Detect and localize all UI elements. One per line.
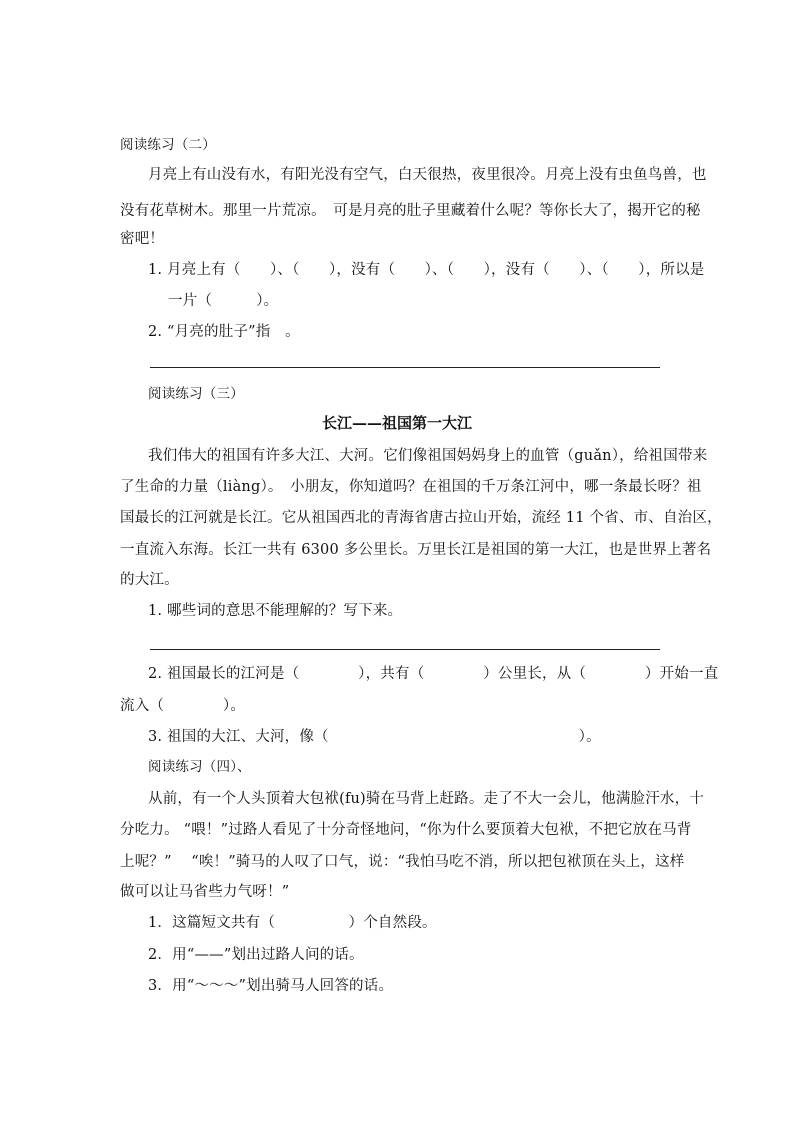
exercise-4-paragraph-line: 做可以让马省些力气呀！”: [120, 884, 290, 900]
exercise-2-paragraph-line: 月亮上有山没有水，有阳光没有空气，白天很热，夜里很冷。月亮上没有虫鱼鸟兽，也: [148, 167, 707, 183]
exercise-3-question-2: 2. 祖国最长的江河是（ ），共有（ ）公里长，从（ ）开始一直: [148, 666, 719, 682]
exercise-4-paragraph-line: 从前，有一个人头顶着大包袱(fu)骑在马背上赶路。走了不大一会儿，他满脸汗水，十: [148, 791, 705, 807]
exercise-4-paragraph-line: 分吃力。 “喂！”过路人看见了十分奇怪地问，“你为什么要顶着大包袱，不把它放在马背: [120, 822, 692, 838]
exercise-3-paragraph-line: 我们伟大的祖国有许多大江、大河。它们像祖国妈妈身上的血管（guǎn），给祖国带来: [148, 448, 708, 464]
exercise-3-heading: 阅读练习（三）: [148, 386, 244, 402]
exercise-3-paragraph-line: 国最长的江河就是长江。它从祖国西北的青海省唐古拉山开始，流经 11 个省、市、自治区，: [120, 510, 722, 526]
exercise-3-paragraph-line: 的大江。: [120, 572, 179, 588]
exercise-4-question-1: 1．这篇短文共有（ ）个自然段。: [148, 915, 437, 931]
exercise-3-question-1: 1. 哪些词的意思不能理解的？写下来。: [148, 603, 403, 619]
exercise-2-question-1-cont: 一片（ ）。: [168, 293, 279, 309]
exercise-3-question-2-cont: 流入（ ）。: [120, 698, 246, 714]
exercise-2-question-1: 1. 月亮上有（ ）、（ ），没有（ ）、（ ），没有（ ）、（ ），所以是: [148, 262, 705, 278]
exercise-4-question-3: 3．用“～～～”划出骑马人回答的话。: [148, 978, 394, 994]
exercise-4-question-2: 2．用“——”划出过路人问的话。: [148, 947, 364, 963]
exercise-3-paragraph-line: 了生命的力量（liàng）。 小朋友，你知道吗？在祖国的千万条江河中，哪一条最长呀？祖: [120, 479, 702, 495]
exercise-2-paragraph-line: 没有花草树木。那里一片荒凉。 可是月亮的肚子里藏着什么呢？等你长大了，揭开它的秘: [120, 203, 701, 219]
answer-line: [150, 649, 660, 650]
passage-title: 长江——祖国第一大江: [321, 414, 472, 432]
exercise-3-question-3: 3. 祖国的大江、大河，像（ ）。: [148, 729, 601, 745]
exercise-4-heading: 阅读练习（四）、: [148, 759, 251, 775]
answer-line: [150, 367, 660, 368]
exercise-2-paragraph-line: 密吧！: [120, 231, 165, 247]
exercise-3-paragraph-line: 一直流入东海。长江一共有 6300 多公里长。万里长江是祖国的第一大江，也是世界上著名: [120, 542, 712, 558]
exercise-4-paragraph-line: 上呢？” “唉！”骑马的人叹了口气，说：“我怕马吃不消，所以把包袱顶在头上，这样: [120, 854, 685, 870]
exercise-2-question-2: 2. “月亮的肚子”指 。: [148, 324, 300, 340]
exercise-2-heading: 阅读练习（二）: [120, 137, 216, 153]
